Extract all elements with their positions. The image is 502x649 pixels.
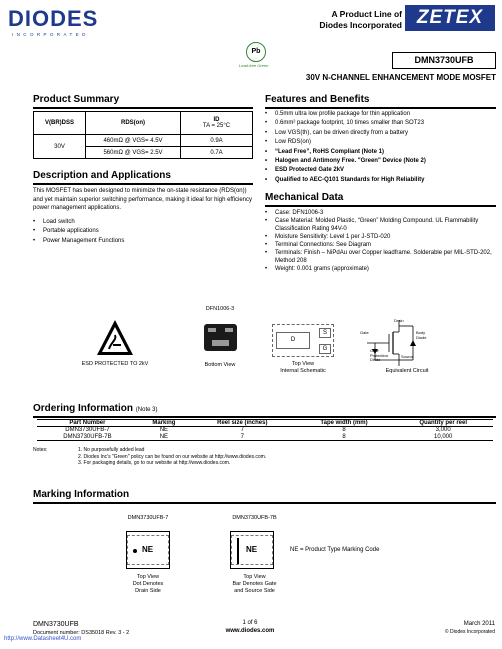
list-item: • Power Management Functions (33, 237, 253, 246)
mechanical-title: Mechanical Data (265, 192, 496, 207)
footer-site: www.diodes.com (225, 628, 275, 634)
th-part: Part Number (37, 420, 138, 427)
th-marking: Marking (138, 420, 190, 427)
diodes-logo-sub: INCORPORATED (12, 32, 89, 37)
diodes-logo: DIODES (8, 6, 99, 31)
part-number-box: DMN3730UFB (392, 52, 496, 69)
marking-left-package (126, 531, 170, 569)
marking-right-package (230, 531, 274, 569)
tagline-2: Diodes Incorporated (319, 20, 402, 30)
list-item: • Low VGS(th), can be driven directly from a battery (265, 129, 496, 138)
list-item: • 0.5mm ultra low profile package for thin application (265, 110, 496, 119)
marking-title: Marking Information (33, 489, 496, 504)
marking-left-caption: Top View Dot Denotes Drain Side (132, 574, 164, 594)
product-summary-table (33, 111, 253, 159)
cell: DMN3730UFB-7B (37, 434, 138, 441)
gate-label: Gate (360, 330, 369, 335)
list-item: • ESD Protected Gate 2kV (265, 166, 496, 175)
list-item: • Terminal Connections: See Diagram (265, 241, 496, 249)
drain-label: Drain (394, 318, 404, 323)
pin-d: D (276, 332, 310, 349)
cell: 7 (240, 427, 244, 433)
th-vds: V(BR)DSS (34, 112, 86, 135)
cell: DMN3730UFB-7 (65, 427, 110, 433)
package-bottom-view-image (204, 324, 237, 351)
pad-1 (208, 328, 216, 332)
cell: 10,000 (393, 434, 493, 441)
cell: 3,000 (435, 427, 451, 433)
list-item: • Terminals: Finish – NiPdAu over Copper leadframe. Solderable per MIL-STD-202, Method 208 (265, 249, 496, 265)
schematic-caption: Top View Internal Schematic (280, 361, 326, 374)
id-value: 0.9A (181, 135, 253, 147)
package-name: DFN1006-3 (205, 306, 235, 312)
vds-value: 30V (34, 135, 86, 159)
pin-g: G (319, 344, 331, 354)
watermark-link[interactable]: http://www.Datasheet4U.com (4, 636, 82, 642)
cell: 7 (190, 434, 295, 441)
rds-value: 560mΩ @ VGS= 2.5V (86, 147, 181, 159)
note: 1. No purposefully added lead (78, 447, 145, 453)
lead-free-label: Lead-free Green (239, 63, 269, 68)
cell: 8 (342, 427, 346, 433)
list-item: • Weight: 0.001 grams (approximate) (265, 265, 496, 273)
list-item: • Case Material: Molded Plastic, “Green” Molding Compound. UL Flammability Classification Rating 94V-0 (265, 217, 496, 233)
body-diode-label: Body Diode (416, 330, 427, 340)
list-item: • Qualified to AEC-Q101 Standards for High Reliability (265, 176, 496, 185)
th-qty: Quantity per reel (393, 420, 493, 427)
list-item: • Low RDS(on) (265, 138, 496, 147)
internal-schematic-box (272, 324, 334, 357)
cell: NE (138, 434, 190, 441)
note: 2. Diodes Inc's "Green" policy can be found on our website at http://www.diodes.com. (78, 453, 267, 460)
table-row (37, 427, 493, 434)
gate-protection-label: Gate Protection Diode (370, 348, 389, 362)
tagline-1: A Product Line of (331, 9, 402, 19)
id-value: 0.7A (181, 147, 253, 159)
pad-3 (212, 340, 229, 346)
ordering-table (37, 419, 493, 441)
description-text: This MOSFET has been designed to minimize the on-state resistance (RDS(on)) and yet maintain superior switching performance, making it ideal for high efficiency power management applications. (33, 188, 252, 211)
bottom-view-label: Bottom View (204, 362, 236, 368)
th-tape: Tape width (mm) (295, 420, 394, 427)
marking-legend: NE = Product Type Marking Code (290, 547, 380, 553)
features-list (265, 110, 496, 185)
footer-copyright: © Diodes Incorporated (444, 629, 495, 635)
ordering-title: Ordering Information (Note 3) (33, 403, 496, 418)
list-item: • Case: DFN1006-3 (265, 209, 496, 217)
footer-page: 1 of 6 (242, 620, 258, 626)
esd-warning-icon (95, 318, 135, 358)
table-row (37, 434, 493, 441)
notes-label: Notes: (33, 447, 48, 453)
pad-2 (225, 328, 233, 332)
product-summary-title: Product Summary (33, 94, 253, 109)
cell: NE (159, 427, 169, 433)
source-label: Source (401, 354, 414, 359)
note: 3. For packaging details, go to our website at http://www.diodes.com. (78, 460, 231, 466)
list-item: • “Lead Free”, RoHS Compliant (Note 1) (265, 148, 496, 157)
applications-list (33, 218, 253, 246)
mechanical-list (265, 209, 496, 273)
lead-free-icon: Pb (246, 42, 266, 62)
outline (127, 535, 169, 565)
rds-value: 460mΩ @ VGS= 4.5V (86, 135, 181, 147)
marking-right-label: DMN3730UFB-7B (232, 515, 277, 521)
equivalent-circuit-diagram (357, 318, 437, 368)
equivalent-circuit-label: Equivalent Circuit (385, 368, 429, 374)
marking-right-caption: Top View Bar Denotes Gate and Source Side (232, 574, 277, 594)
footer-date: March 2011 (463, 621, 495, 627)
list-item: • Portable applications (33, 227, 253, 236)
pin-s: S (319, 328, 331, 338)
th-reel: Reel size (inches) (190, 420, 295, 427)
th-rds: RDS(on) (86, 112, 181, 135)
th-id: ID TA = 25°C (181, 112, 253, 135)
cell: 8 (295, 434, 394, 441)
page-subtitle: 30V N-CHANNEL ENHANCEMENT MODE MOSFET (305, 73, 496, 82)
description-title: Description and Applications (33, 170, 253, 185)
outline (231, 535, 273, 565)
list-item: • Load switch (33, 218, 253, 227)
notes-list (78, 447, 478, 467)
list-item: • Halogen and Antimony Free. "Green" Device (Note 2) (265, 157, 496, 166)
features-title: Features and Benefits (265, 94, 496, 109)
zetex-logo: ZETEX (405, 5, 495, 31)
marking-code: NE (142, 545, 154, 554)
marking-code: NE (246, 545, 258, 554)
list-item: • Moisture Sensitivity: Level 1 per J-STD-020 (265, 233, 496, 241)
footer-doc: Document number: DS35018 Rev. 3 - 2 (33, 630, 130, 636)
marking-left-label: DMN3730UFB-7 (127, 515, 169, 521)
list-item: • 0.6mm² package footprint, 10 times smaller than SOT23 (265, 119, 496, 128)
esd-label: ESD PROTECTED TO 2kV (81, 361, 149, 367)
footer-part: DMN3730UFB (33, 621, 79, 628)
